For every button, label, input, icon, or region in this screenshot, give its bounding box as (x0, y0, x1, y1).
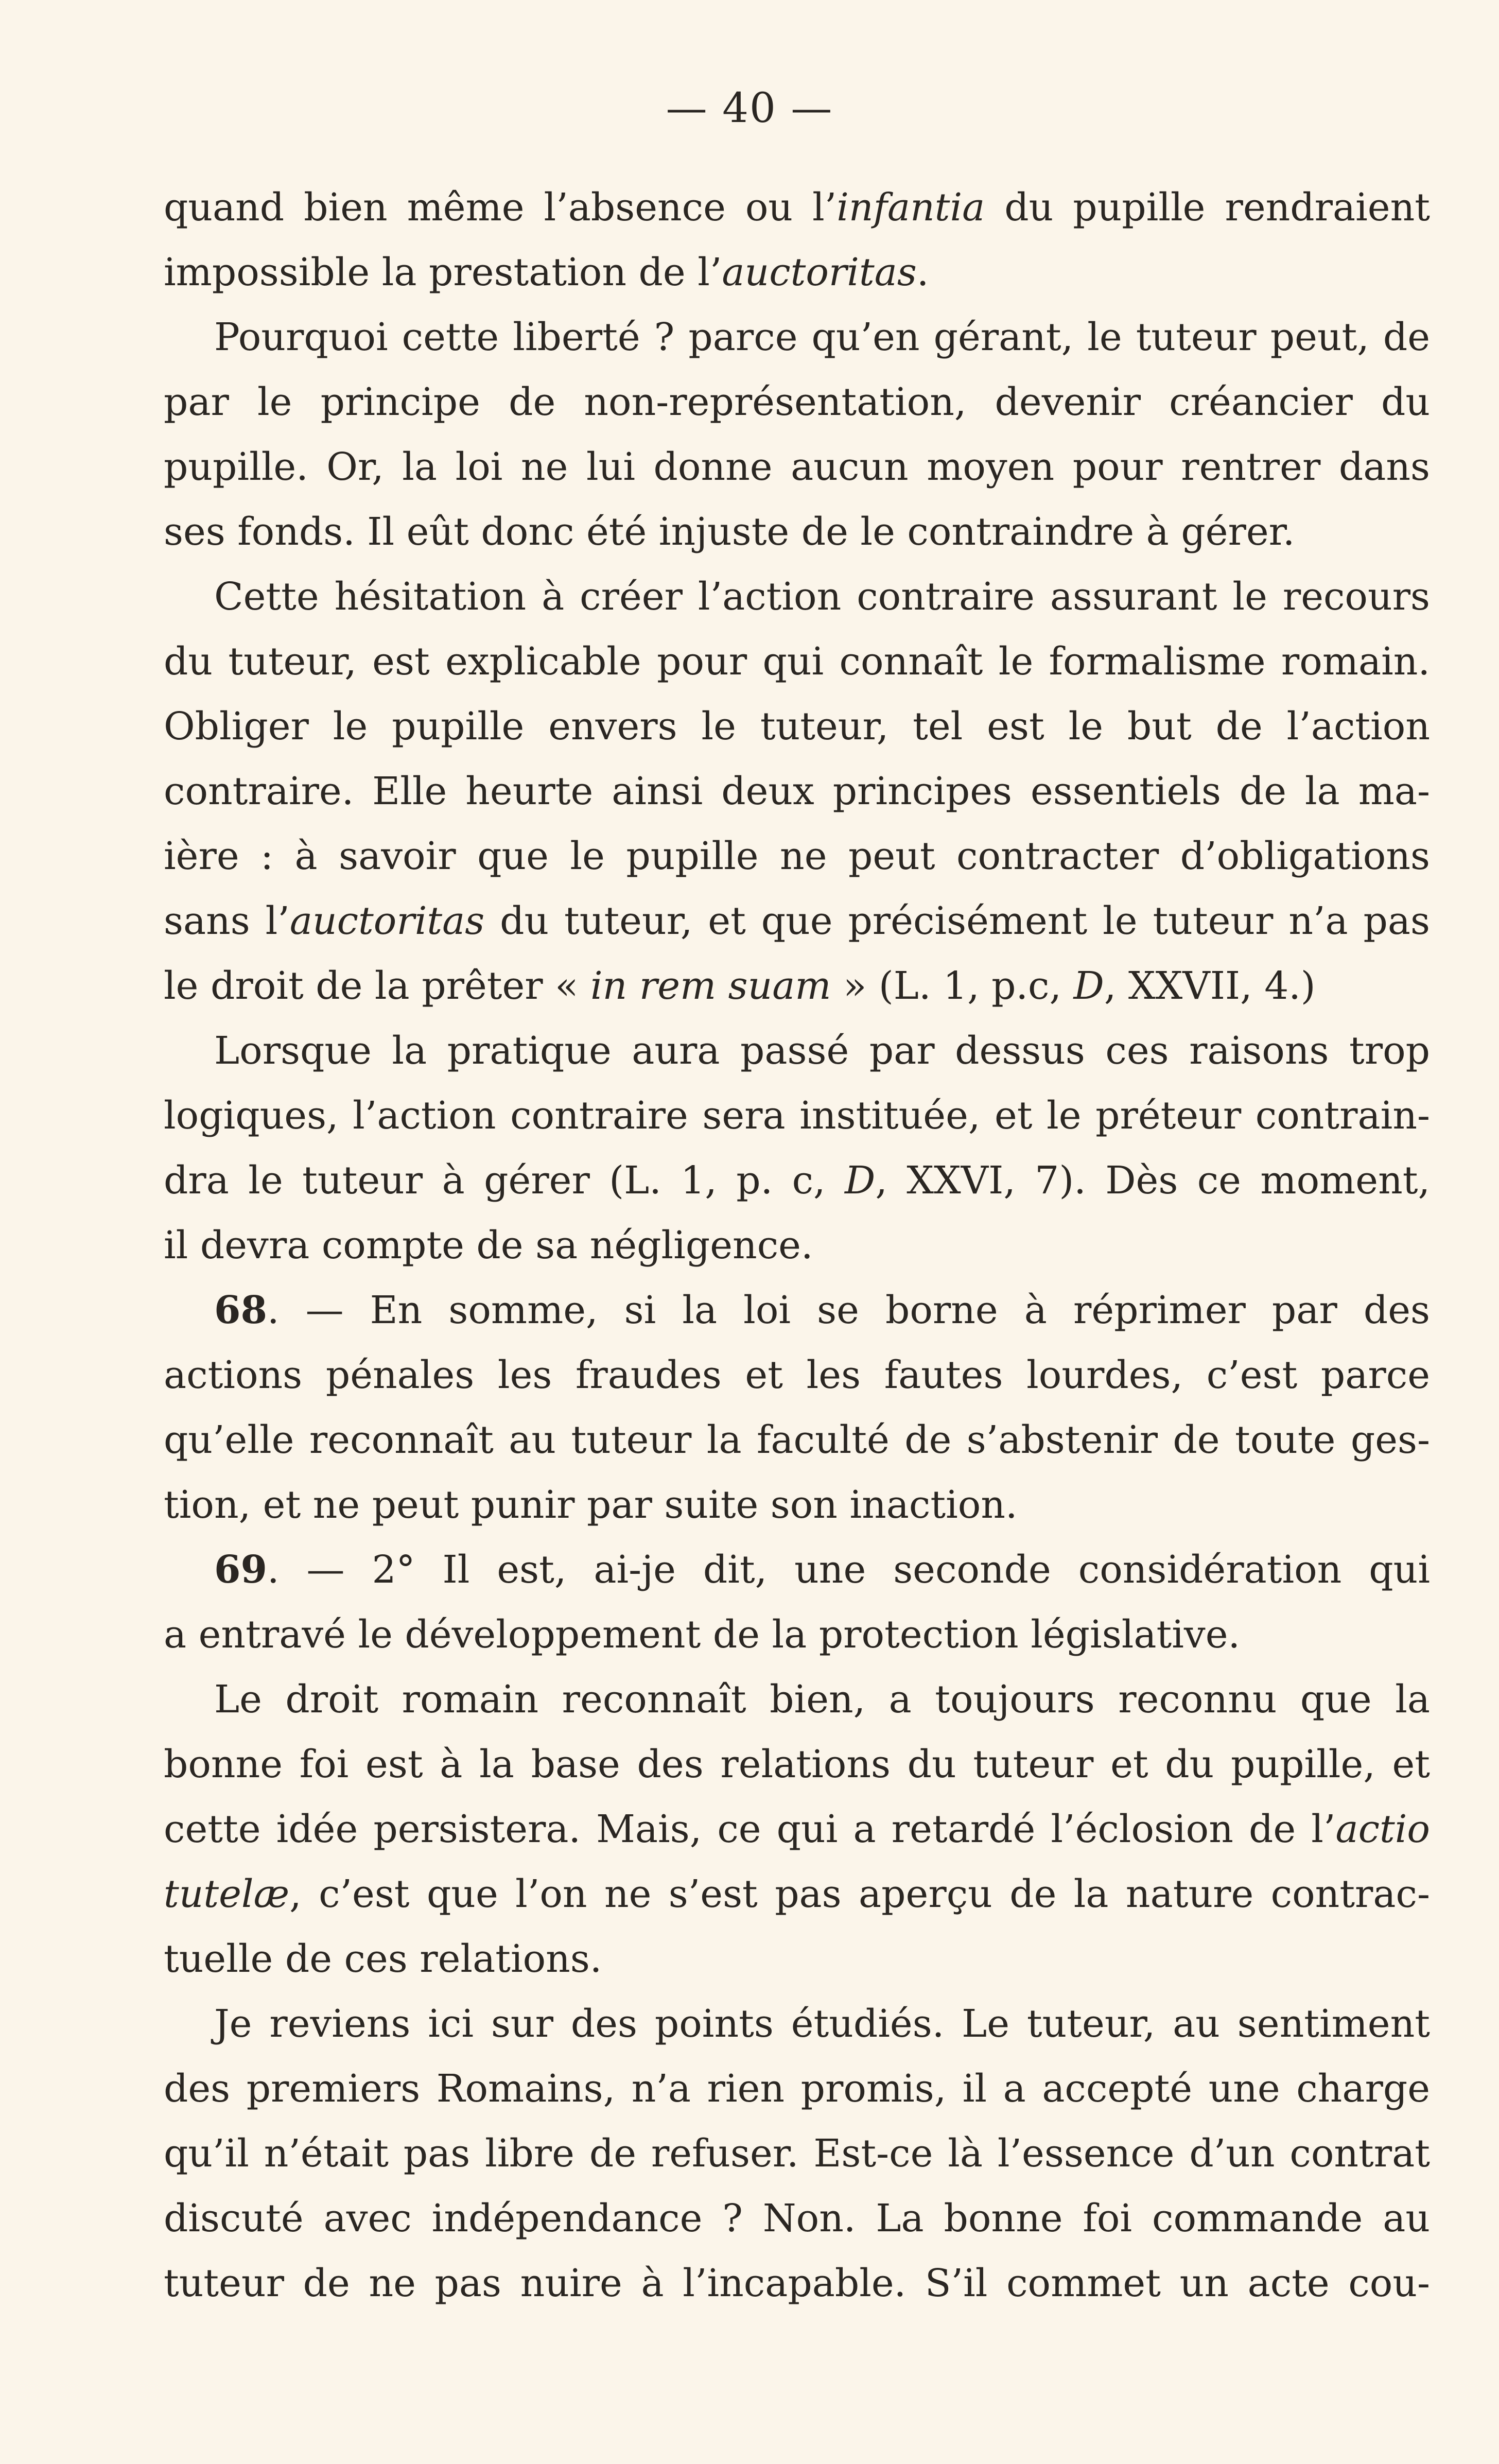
text-line (164, 953, 1430, 1018)
text-segment: pupille. Or, la loi ne lui donne aucun moyen pour rentrer dans (164, 445, 1430, 489)
text-line (164, 759, 1430, 824)
text-segment: des premiers Romains, n’a rien promis, il a accepté une charge (164, 2067, 1430, 2111)
text-line (164, 564, 1430, 629)
text-segment: discuté avec indépendance ? Non. La bonne foi commande au (164, 2196, 1430, 2241)
text-segment: du tuteur, et que précisément le tuteur n’a pas (484, 899, 1430, 943)
text-line (164, 1278, 1430, 1343)
text-segment: , XXVII, 4.) (1104, 964, 1316, 1008)
text-segment: le droit de la prêter « (164, 964, 590, 1008)
italic-text: auctoritas (289, 899, 485, 943)
text-segment: quand bien même l’absence ou l’ (164, 185, 837, 230)
body-text (164, 175, 1430, 2316)
text-segment: du tuteur, est explicable pour qui connaît le formalisme romain. (164, 639, 1430, 684)
text-line (164, 305, 1430, 370)
section-number: 69 (214, 1548, 267, 1592)
text-segment: » (L. 1, p.c, (831, 964, 1074, 1008)
italic-text: in rem suam (590, 964, 831, 1008)
text-line (164, 1213, 1430, 1278)
text-segment: Obliger le pupille envers le tuteur, tel est le but de l’action (164, 704, 1430, 749)
text-segment: impossible la prestation de l’ (164, 250, 722, 294)
text-line (164, 1797, 1430, 1862)
text-segment: par le principe de non-représentation, devenir créancier du (164, 380, 1430, 424)
text-line (164, 175, 1430, 240)
text-segment: . (916, 250, 929, 294)
page-number: — 40 — (666, 84, 833, 132)
italic-text: actio (1335, 1807, 1430, 1851)
text-segment: ière : à savoir que le pupille ne peut contracter d’obligations (164, 834, 1430, 878)
text-segment: Cette hésitation à créer l’action contraire assurant le recours (214, 575, 1430, 619)
text-line (164, 1862, 1430, 1927)
text-line (164, 499, 1430, 564)
text-segment: , c’est que l’on ne s’est pas aperçu de la nature contrac- (289, 1872, 1430, 1916)
text-segment: tuelle de ces relations. (164, 1937, 602, 1981)
text-segment: du pupille rendraient (985, 185, 1430, 230)
italic-text: infantia (836, 185, 985, 230)
italic-text: auctoritas (722, 250, 917, 294)
text-line (164, 435, 1430, 499)
text-segment: cette idée persistera. Mais, ce qui a retardé l’éclosion de l’ (164, 1807, 1336, 1851)
text-segment: ses fonds. Il eût donc été injuste de le contraindre à gérer. (164, 510, 1295, 554)
text-segment: actions pénales les fraudes et les fautes lourdes, c’est parce (164, 1353, 1430, 1397)
text-segment: logiques, l’action contraire sera instituée, et le préteur contrain- (164, 1094, 1430, 1138)
text-segment: tuteur de ne pas nuire à l’incapable. S’il commet un acte cou- (164, 2261, 1430, 2305)
text-line (164, 1667, 1430, 1732)
text-segment: contraire. Elle heurte ainsi deux principes essentiels de la ma- (164, 769, 1430, 813)
text-line (164, 1991, 1430, 2056)
text-line (164, 240, 1430, 305)
text-line (164, 629, 1430, 694)
section-number: 68 (214, 1288, 267, 1332)
text-segment: a entravé le développement de la protection législative. (164, 1612, 1241, 1657)
italic-text: tutelæ (164, 1872, 290, 1916)
text-line (164, 1732, 1430, 1797)
text-segment: . — En somme, si la loi se borne à réprimer par des (267, 1288, 1430, 1332)
text-segment: Pourquoi cette liberté ? parce qu’en gérant, le tuteur peut, de (214, 315, 1430, 359)
text-line (164, 889, 1430, 953)
italic-text: D (845, 1158, 876, 1203)
text-line (164, 370, 1430, 435)
text-line (164, 2251, 1430, 2316)
text-line (164, 694, 1430, 759)
text-segment: dra le tuteur à gérer (L. 1, p. c, (164, 1158, 845, 1203)
text-line (164, 1148, 1430, 1213)
text-segment: qu’elle reconnaît au tuteur la faculté de s’abstenir de toute ges- (164, 1418, 1430, 1462)
text-segment: Je reviens ici sur des points étudiés. Le tuteur, au sentiment (214, 2002, 1430, 2046)
text-line (164, 2056, 1430, 2121)
text-line (164, 2121, 1430, 2186)
text-segment: . — 2° Il est, ai-je dit, une seconde considération qui (267, 1548, 1430, 1592)
text-segment: il devra compte de sa négligence. (164, 1223, 813, 1268)
text-segment: , XXVI, 7). Dès ce moment, (875, 1158, 1430, 1203)
text-segment: qu’il n’était pas libre de refuser. Est-ce là l’essence d’un contrat (164, 2131, 1430, 2176)
text-segment: sans l’ (164, 899, 290, 943)
text-line (164, 1018, 1430, 1083)
text-line (164, 2186, 1430, 2251)
text-line (164, 1083, 1430, 1148)
text-line (164, 1602, 1430, 1667)
text-line (164, 824, 1430, 889)
text-line (164, 1927, 1430, 1991)
text-line (164, 1472, 1430, 1537)
text-segment: bonne foi est à la base des relations du tuteur et du pupille, et (164, 1742, 1430, 1786)
text-segment: Le droit romain reconnaît bien, a toujours reconnu que la (214, 1677, 1430, 1722)
text-line (164, 1343, 1430, 1408)
text-segment: tion, et ne peut punir par suite son inaction. (164, 1483, 1018, 1527)
italic-text: D (1073, 964, 1104, 1008)
text-segment: Lorsque la pratique aura passé par dessus ces raisons trop (214, 1029, 1430, 1073)
text-line (164, 1408, 1430, 1472)
text-line (164, 1537, 1430, 1602)
